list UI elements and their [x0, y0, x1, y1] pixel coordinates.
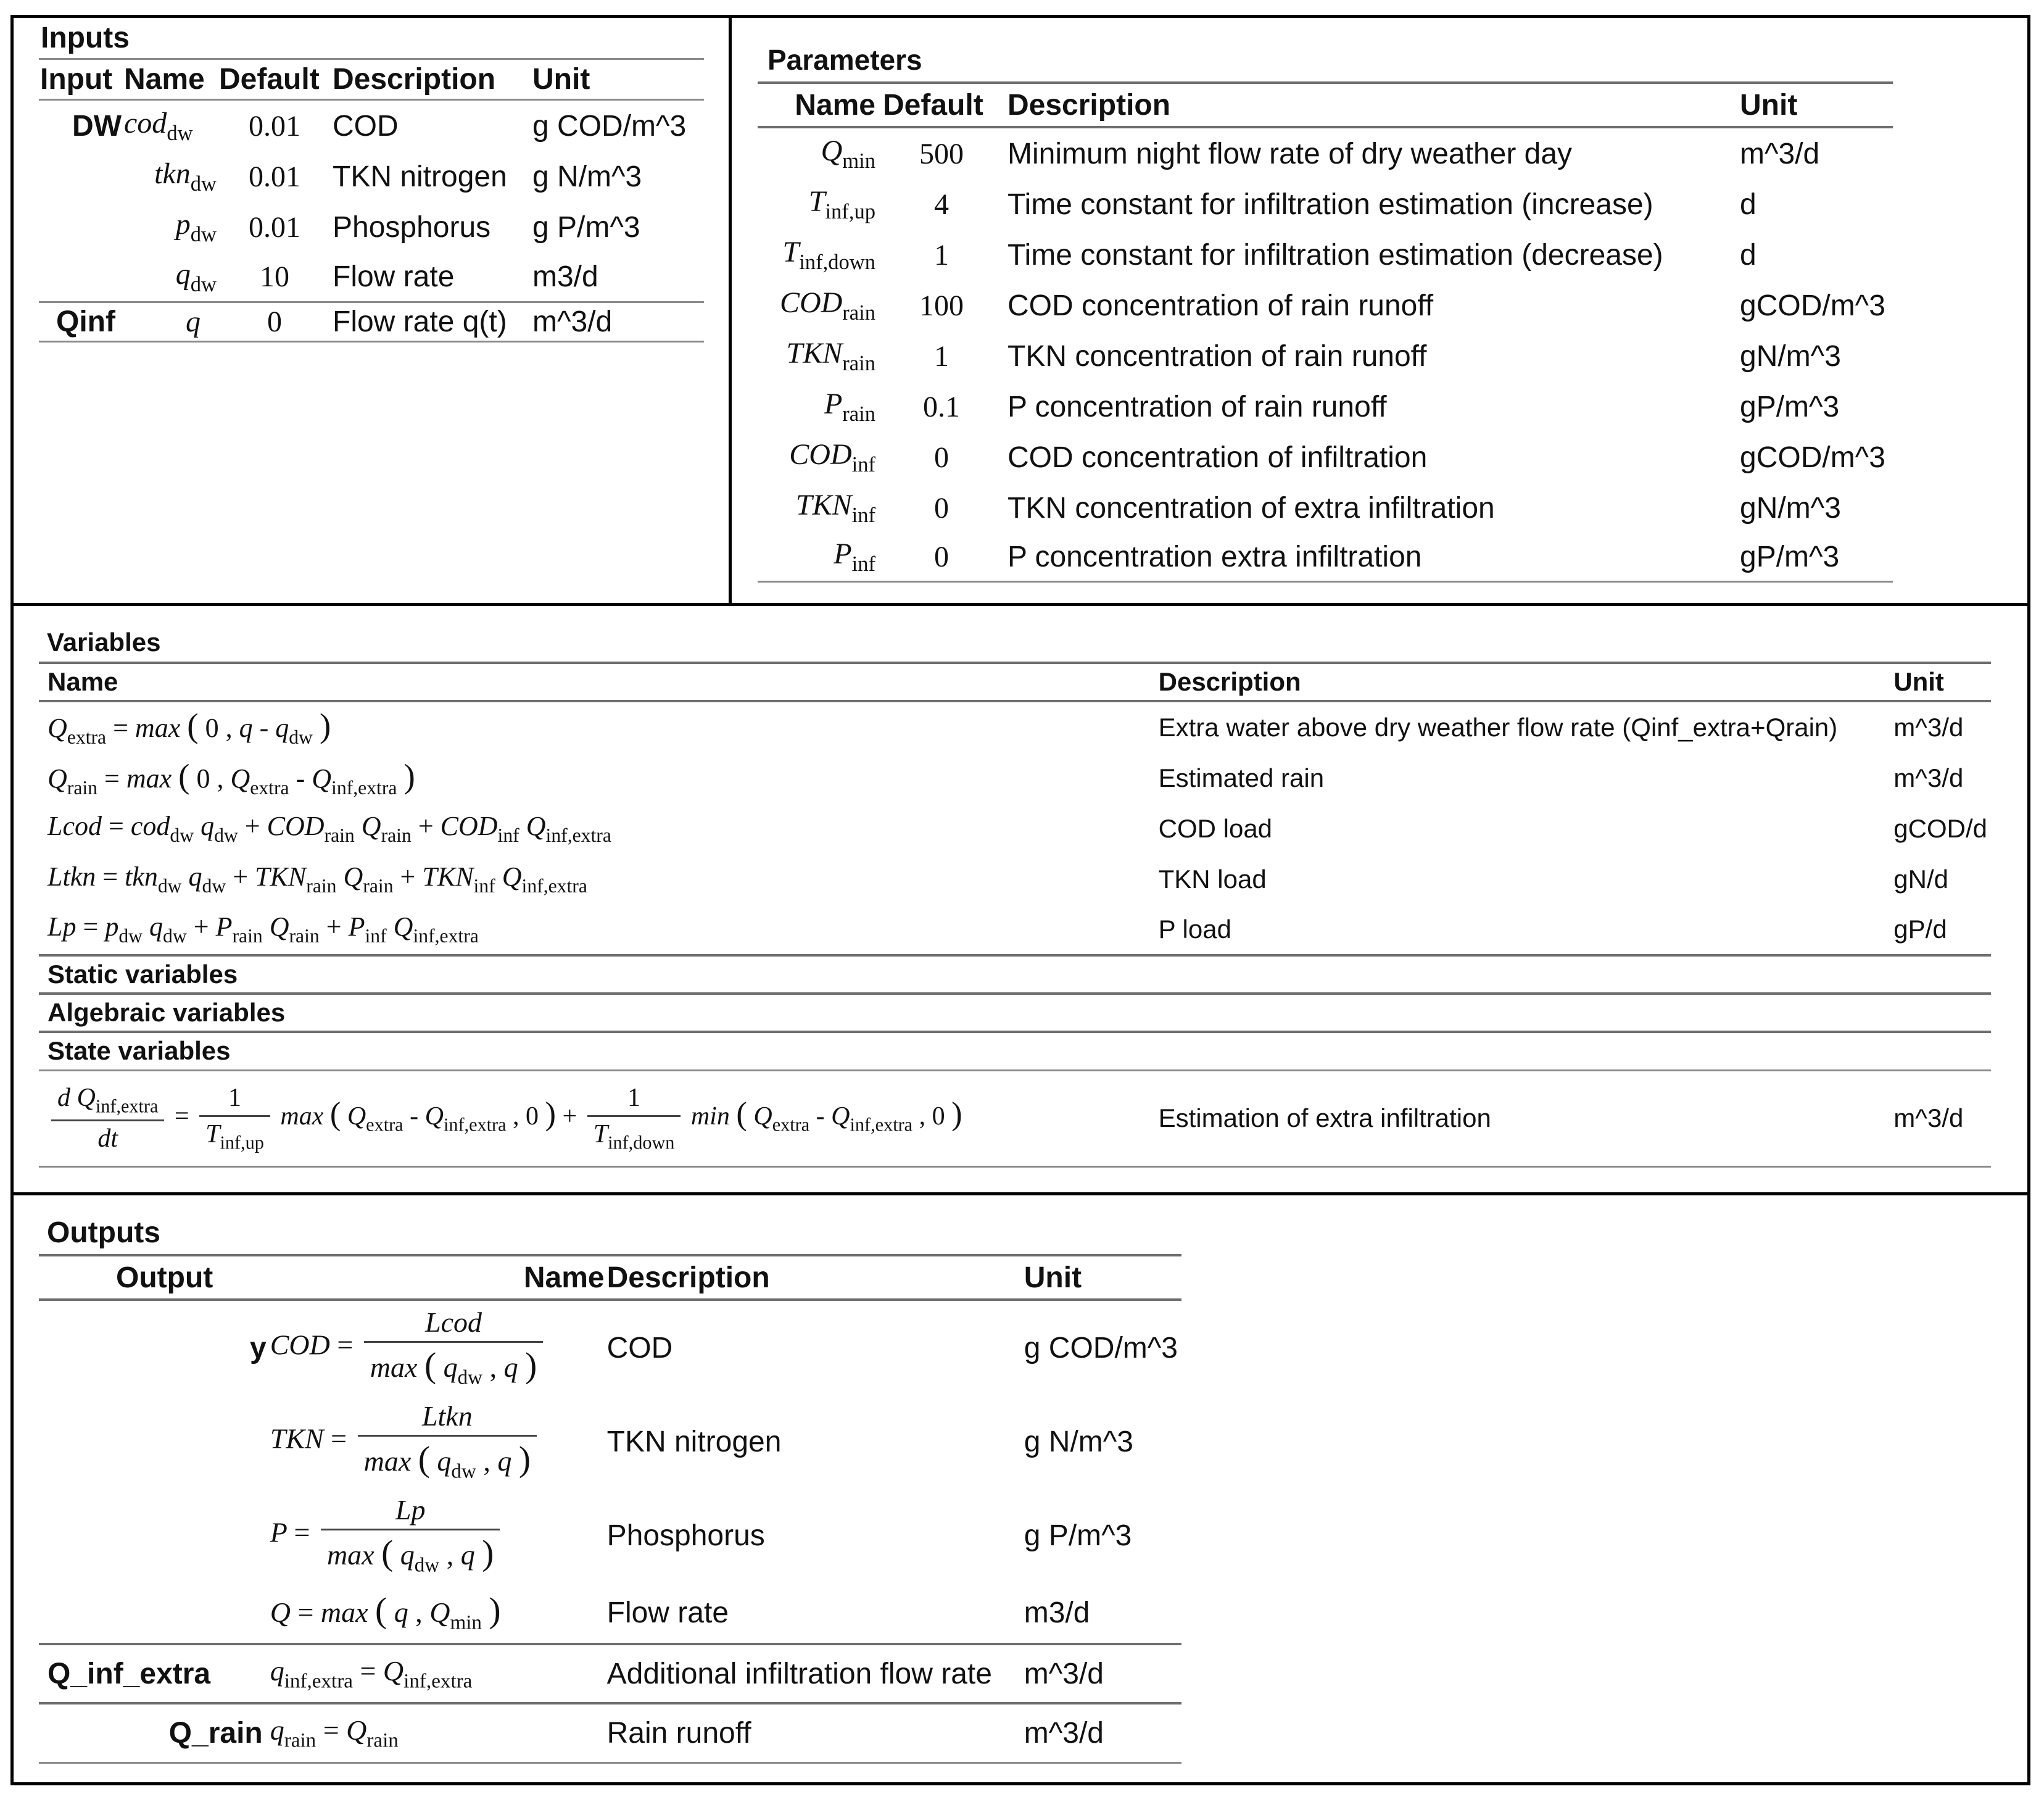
variable-unit: gN/d [1893, 865, 1948, 894]
param-default: 100 [919, 289, 964, 322]
table-row [758, 483, 1893, 533]
input-unit: g P/m^3 [532, 211, 640, 244]
variables-table [39, 662, 1991, 1168]
col-description: Description [1008, 88, 1171, 122]
output-group: Q_inf_extra [48, 1657, 211, 1690]
table-row [39, 1489, 1181, 1582]
param-unit: gN/m^3 [1740, 339, 1841, 373]
param-description: P concentration extra infiltration [1008, 540, 1422, 573]
col-output: Output [116, 1261, 213, 1294]
outputs-title: Outputs [47, 1216, 160, 1249]
table-row [39, 1582, 1181, 1644]
table-row [39, 152, 704, 202]
param-description: Time constant for infiltration estimation (increase) [1008, 188, 1653, 221]
col-description: Description [1158, 667, 1301, 696]
output-equation: COD = $\frac{\text{Lcod}}{\max ( q_{dw} , q )}$ [267, 1300, 606, 1395]
inputs-title: Inputs [41, 22, 130, 54]
input-group [39, 202, 123, 253]
param-description: Time constant for infiltration estimation (decrease) [1008, 238, 1663, 272]
input-name: $p_{dw}$ [175, 208, 217, 247]
table-row [39, 1644, 1181, 1703]
col-description: Description [606, 1261, 770, 1294]
variable-description: Extra water above dry weather flow rate (Qinf_extra+Qrain) [1158, 713, 1838, 742]
param-description: Minimum night flow rate of dry weather day [1008, 137, 1573, 170]
param-description: P concentration of rain runoff [1008, 390, 1387, 423]
param-default: 1 [934, 238, 949, 272]
col-unit: Unit [1893, 667, 1944, 696]
output-equation: $q_{rain} = Q_{rain}$ [270, 1714, 399, 1752]
input-unit: g COD/m^3 [532, 109, 687, 143]
table-row [758, 331, 1893, 381]
variables-header-row [39, 663, 1991, 701]
outputs-header-row [39, 1255, 1181, 1300]
variable-equation: $Lp = p_{dw}$ $q_{dw} + P_{rain}$ $Q_{rain} + P_{inf}$ $Q_{inf,extra}$ [48, 911, 479, 947]
inputs-table [39, 58, 704, 343]
parameters-title: Parameters [768, 44, 922, 76]
variable-description: COD load [1158, 814, 1273, 843]
param-name: $P_{inf}$ [834, 538, 875, 576]
variables-title: Variables [47, 628, 161, 657]
param-description: TKN concentration of extra infiltration [1008, 491, 1495, 525]
output-description: Flow rate [606, 1596, 729, 1629]
input-description: Flow rate [333, 260, 455, 294]
input-default: 0.01 [249, 211, 300, 244]
param-description: COD concentration of rain runoff [1008, 289, 1434, 322]
input-description: Phosphorus [333, 211, 491, 244]
static-variables-row [39, 955, 1991, 994]
table-row [758, 179, 1893, 230]
variable-equation: $Q_{extra} = \max$ ( 0 , q - $q_{dw}$ ) [48, 707, 331, 749]
variable-description: P load [1158, 915, 1231, 944]
param-default: 4 [934, 188, 949, 221]
output-unit: g N/m^3 [1024, 1425, 1133, 1458]
table-row [39, 302, 704, 342]
table-row [758, 230, 1893, 280]
param-default: 0 [934, 540, 949, 573]
col-default: Default [883, 88, 983, 122]
variable-equation: Lcod = cod$_{dw}$ $q_{dw} + COD_{rain}$ $Q_{rain} + COD_{inf}$ $Q_{inf,extra}$ [48, 811, 611, 847]
input-description: TKN nitrogen [333, 160, 507, 193]
table-row [39, 202, 704, 253]
static-variables-label: Static variables [48, 960, 238, 989]
param-default: 1 [934, 339, 949, 373]
algebraic-variables-label: Algebraic variables [48, 998, 286, 1027]
inv-tinfdown-fraction: $\frac{1}{T_{inf,down}}$ [587, 1083, 681, 1154]
table-row [758, 533, 1893, 581]
input-name: tkn$_{dw}$ [154, 157, 217, 196]
param-name: $COD_{inf}$ [789, 438, 875, 477]
col-name: Name [795, 88, 875, 122]
output-description: Phosphorus [606, 1519, 765, 1552]
table-row [39, 753, 1991, 803]
input-description: Flow rate q(t) [333, 305, 507, 338]
table-row [39, 803, 1991, 854]
output-group [39, 1489, 267, 1582]
input-group: Qinf [56, 305, 115, 338]
table-row [758, 127, 1893, 179]
input-name: q [186, 305, 201, 338]
variable-description: TKN load [1158, 865, 1267, 894]
input-name: $q_{dw}$ [175, 257, 217, 296]
param-unit: gCOD/m^3 [1740, 441, 1885, 474]
variable-unit: m^3/d [1893, 713, 1964, 742]
col-input: Input [40, 63, 113, 96]
param-name: $COD_{rain}$ [779, 286, 875, 325]
input-group [39, 253, 123, 302]
derivative-fraction: $\frac{d Q_{inf,extra}}{dt}$ [51, 1083, 164, 1154]
param-unit: gCOD/m^3 [1740, 289, 1885, 322]
input-description: COD [333, 109, 399, 143]
inv-tinfup-fraction: $\frac{1}{T_{inf,up}}$ [199, 1083, 270, 1154]
col-unit: Unit [1024, 1261, 1082, 1294]
output-description: COD [606, 1331, 673, 1364]
top-section-divider [10, 603, 2030, 606]
input-default: 10 [260, 260, 289, 294]
param-unit: gP/m^3 [1740, 540, 1840, 573]
col-description: Description [333, 63, 496, 96]
output-description: Additional infiltration flow rate [606, 1657, 992, 1690]
output-unit: m^3/d [1024, 1716, 1104, 1750]
table-row [758, 381, 1893, 432]
input-default: 0.01 [249, 109, 300, 143]
parameters-header-row [758, 83, 1893, 127]
param-unit: d [1740, 238, 1756, 272]
output-description: TKN nitrogen [606, 1425, 782, 1458]
state-variables-row [39, 1032, 1991, 1070]
inputs-header-row [39, 59, 704, 100]
variable-equation: Ltkn = tkn$_{dw}$ $q_{dw} + TKN_{rain}$ $Q_{rain} + TKN_{inf}$ $Q_{inf,extra}$ [48, 862, 587, 897]
input-group [39, 152, 123, 202]
param-unit: gP/m^3 [1740, 390, 1840, 423]
inputs-parameters-divider [729, 15, 732, 606]
output-unit: m3/d [1024, 1596, 1090, 1629]
param-default: 0.1 [923, 390, 960, 423]
output-group: Q_rain [168, 1716, 263, 1750]
variable-description: Estimated rain [1158, 763, 1325, 792]
p-fraction: $\frac{Lp}{\max ( q_{dw} , q )}$ [321, 1493, 500, 1577]
param-unit: d [1740, 188, 1756, 221]
param-default: 0 [934, 441, 949, 474]
outputs-table [39, 1254, 1181, 1764]
input-name: cod$_{dw}$ [124, 107, 193, 146]
table-row [39, 1703, 1181, 1763]
table-row [39, 854, 1991, 905]
output-description: Rain runoff [606, 1716, 751, 1750]
output-group: y [250, 1331, 267, 1364]
col-name: Name [523, 1261, 605, 1294]
col-unit: Unit [1740, 88, 1798, 122]
col-name: Name [124, 63, 205, 96]
output-equation: Q = max ( q , $Q_{min}$ ) [270, 1591, 501, 1634]
table-row [39, 1300, 1181, 1395]
table-row [758, 432, 1893, 483]
state-equation: $\frac{d Q_{inf,extra}}{dt}$ = $\frac{1}{T_{inf,up}}$ max ( $Q_{extra} - Q_{inf,extra}$ , 0 ) + $\frac{1}{T_{inf,down}}$ min ( $Q_{extra} - Q_{inf,extra}$ , 0 ) [39, 1070, 1155, 1166]
algebraic-variables-row [39, 994, 1991, 1032]
param-default: 0 [934, 491, 949, 525]
table-row [39, 701, 1991, 753]
output-group [39, 1395, 267, 1489]
output-unit: m^3/d [1024, 1657, 1104, 1690]
variable-unit: m^3/d [1893, 763, 1964, 792]
param-name: $P_{rain}$ [824, 387, 875, 426]
param-name: $Q_{min}$ [821, 134, 875, 173]
cod-fraction: $\frac{\text{Lcod}}{\max ( q_{dw} , q )}$ [364, 1306, 543, 1390]
variable-unit: gP/d [1893, 915, 1947, 944]
param-unit: m^3/d [1740, 137, 1820, 170]
param-name: $TKN_{inf}$ [795, 488, 875, 528]
table-row [39, 253, 704, 302]
table-row [39, 905, 1991, 955]
param-unit: gN/m^3 [1740, 491, 1841, 525]
output-unit: g COD/m^3 [1024, 1331, 1178, 1364]
table-row [39, 100, 704, 152]
input-unit: g N/m^3 [532, 160, 642, 193]
variables-section-divider [10, 1192, 2030, 1195]
variable-unit: gCOD/d [1893, 814, 1987, 843]
state-variables-label: State variables [48, 1036, 231, 1066]
input-group: DW [72, 109, 122, 143]
input-default: 0.01 [249, 160, 300, 193]
parameters-table [758, 81, 1893, 583]
col-name: Name [48, 667, 118, 696]
state-description: Estimation of extra infiltration [1158, 1103, 1491, 1132]
tkn-fraction: $\frac{\text{Ltkn}}{\max ( q_{dw} , q )}$ [358, 1400, 537, 1484]
output-equation: $q_{inf,extra} = Q_{inf,extra}$ [270, 1655, 473, 1693]
output-equation: P = $\frac{Lp}{\max ( q_{dw} , q )}$ [267, 1489, 606, 1582]
col-unit: Unit [532, 63, 590, 96]
table-row [39, 1070, 1991, 1166]
param-name: $T_{inf,up}$ [808, 185, 875, 224]
output-group [39, 1582, 267, 1644]
param-default: 500 [919, 137, 964, 170]
param-name: $T_{inf,down}$ [782, 235, 875, 275]
input-unit: m3/d [532, 260, 598, 294]
state-unit: m^3/d [1893, 1103, 1964, 1132]
col-default: Default [219, 63, 320, 96]
param-description: TKN concentration of rain runoff [1008, 339, 1427, 373]
variable-equation: $Q_{rain} = \max$ ( 0 , $Q_{extra} - Q_{inf,extra}$ ) [48, 757, 415, 799]
output-unit: g P/m^3 [1024, 1519, 1132, 1552]
table-row [758, 280, 1893, 331]
table-row [39, 1395, 1181, 1489]
output-equation: TKN = $\frac{\text{Ltkn}}{\max ( q_{dw} , q )}$ [267, 1395, 606, 1489]
input-default: 0 [267, 305, 282, 338]
param-name: $TKN_{rain}$ [786, 336, 875, 376]
input-unit: m^3/d [532, 305, 613, 338]
param-description: COD concentration of infiltration [1008, 441, 1428, 474]
